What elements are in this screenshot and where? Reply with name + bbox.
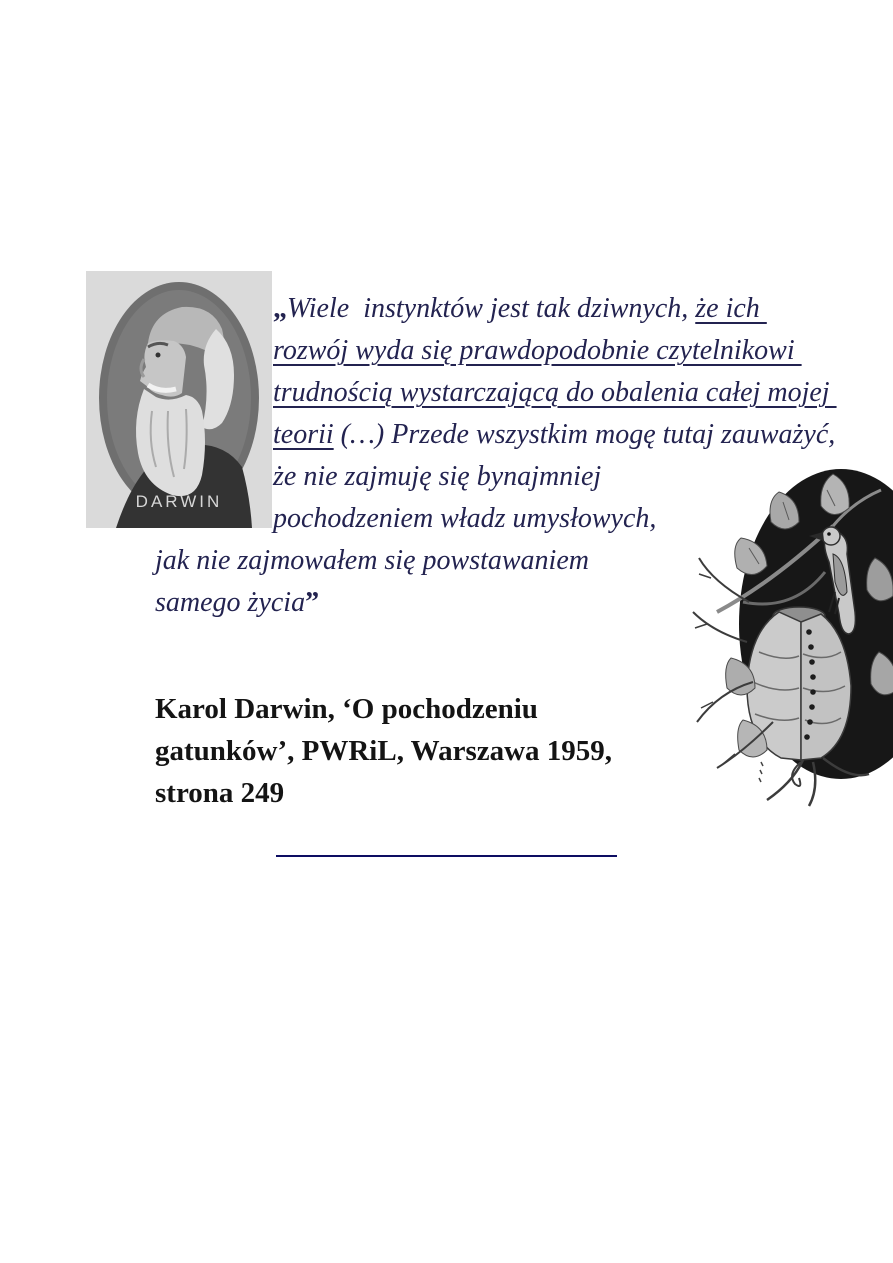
quote-segment: pochodzeniem władz umysłowych, — [273, 503, 657, 534]
citation-paragraph — [155, 688, 612, 814]
citation-line: gatunków’, PWRiL, Warszawa 1959, — [155, 735, 613, 767]
portrait-caption: DARWIN — [135, 492, 223, 511]
quote-segment: (…) Przede wszystkim mogę tutaj zauważyć, — [333, 419, 836, 450]
quote-segment: Wiele instynktów jest tak dziwnych, — [287, 293, 696, 324]
quote-segment: „ — [273, 293, 287, 324]
quote-segment: ” — [305, 587, 320, 618]
quote-line — [155, 372, 885, 414]
quote-segment: teorii — [273, 419, 334, 450]
quote-segment: że ich — [695, 293, 767, 324]
citation-line: Karol Darwin, ‘O pochodzeniu — [155, 693, 538, 725]
quote-line — [155, 414, 885, 456]
quote-segment: trudnością wystarczającą do obalenia całej mojej — [273, 377, 837, 408]
citation-line: strona 249 — [155, 777, 285, 809]
bird-nest-illustration — [683, 462, 893, 808]
horizontal-rule — [276, 855, 617, 857]
quote-segment: jak nie zajmowałem się powstawaniem — [155, 545, 589, 576]
quote-line — [155, 330, 885, 372]
quote-segment: że nie zajmuję się bynajmniej — [273, 461, 602, 492]
quote-segment: samego życia — [155, 587, 306, 618]
quote-segment: rozwój wyda się prawdopodobnie czytelnikowi — [273, 335, 802, 366]
quote-line — [155, 288, 885, 330]
bird-nest-engraving — [683, 462, 893, 808]
